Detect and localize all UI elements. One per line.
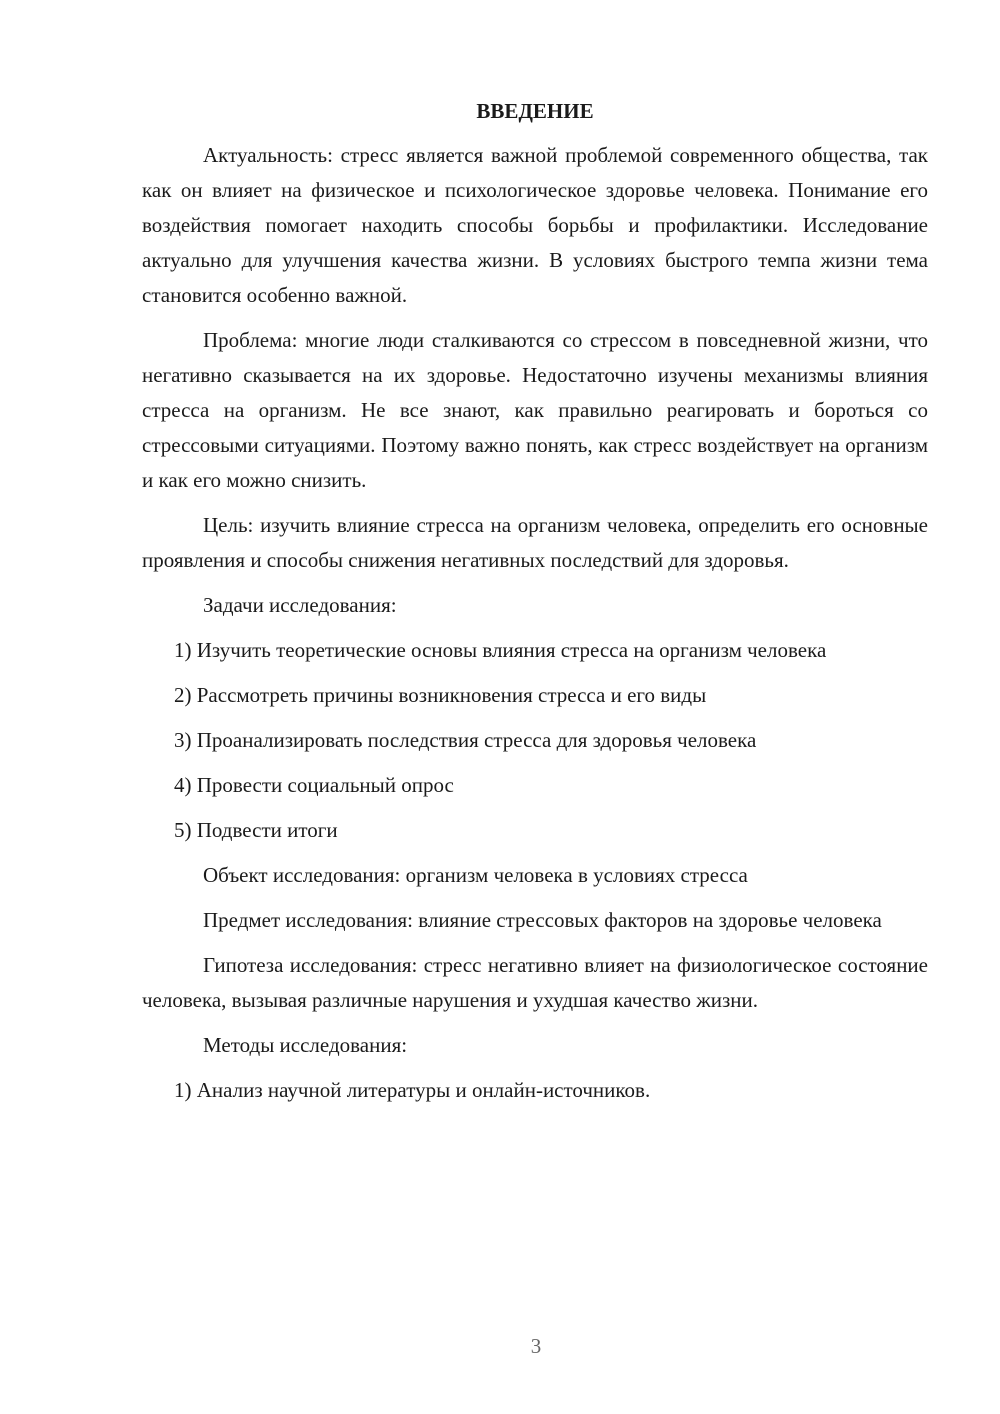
tasks-list	[142, 633, 928, 848]
subject-paragraph: Предмет исследования: влияние стрессовых факторов на здоровье человека	[203, 908, 882, 932]
tasks-heading: Задачи исследования:	[203, 593, 397, 617]
list-item: 2) Рассмотреть причины возникновения стресса и его виды	[174, 683, 707, 707]
page-number: 3	[530, 1334, 542, 1358]
problem-paragraph: Проблема: многие люди сталкиваются со стрессом в повседневной жизни, что негативно сказывается на их здоровье. Недостаточно изучены механизмы влияния стресса на организм. Не все знают, как правильно реагировать и бороться со стрессовыми ситуациями. Поэтому важно понять, как стресс воздействует на организм и как его можно снизить.	[142, 328, 928, 492]
list-item: 1) Анализ научной литературы и онлайн-источников.	[174, 1078, 651, 1102]
methods-heading: Методы исследования:	[203, 1033, 408, 1057]
object-paragraph: Объект исследования: организм человека в условиях стресса	[203, 863, 748, 887]
page-title: ВВЕДЕНИЕ	[476, 99, 594, 123]
document-page	[142, 96, 928, 1118]
hypothesis-paragraph: Гипотеза исследования: стресс негативно влияет на физиологическое состояние человека, вызывая различные нарушения и ухудшая качество жизни.	[142, 953, 928, 1012]
list-item: 5) Подвести итоги	[174, 818, 338, 842]
list-item: 3) Проанализировать последствия стресса для здоровья человека	[174, 728, 757, 752]
relevance-paragraph: Актуальность: стресс является важной проблемой современного общества, так как он влияет на физическое и психологическое здоровье человека. Понимание его воздействия помогает находить способы борьбы и профилактики. Исследование актуально для улучшения качества жизни. В условиях быстрого темпа жизни тема становится особенно важной.	[142, 143, 928, 307]
list-item: 1) Изучить теоретические основы влияния стресса на организм человека	[174, 638, 827, 662]
methods-list	[142, 1073, 928, 1108]
goal-paragraph: Цель: изучить влияние стресса на организм человека, определить его основные проявления и способы снижения негативных последствий для здоровья.	[142, 513, 928, 572]
list-item: 4) Провести социальный опрос	[174, 773, 454, 797]
